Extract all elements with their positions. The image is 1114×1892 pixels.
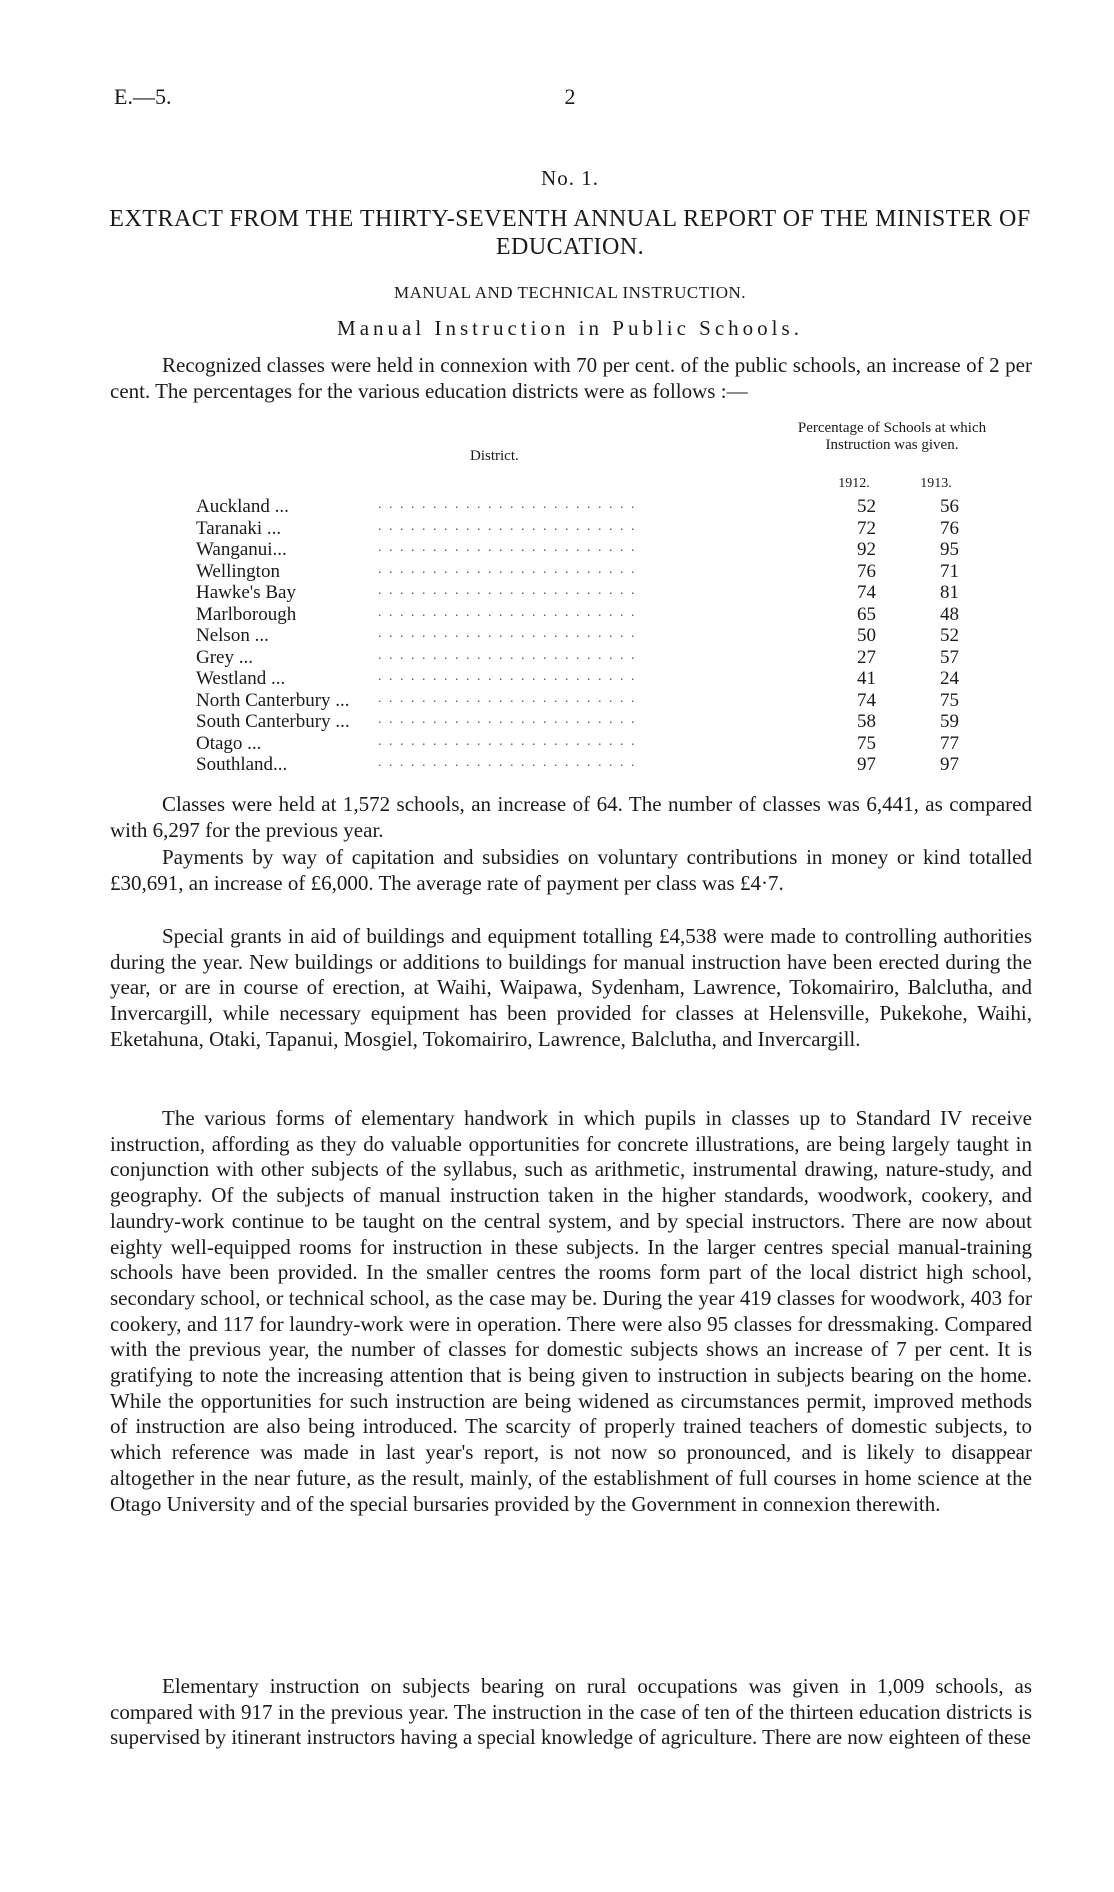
leader-dots: . . . . . . . . . . . . . . . . . . . . . . . . <box>378 561 637 577</box>
value-1913: 57 <box>940 646 959 668</box>
value-1912: 65 <box>857 603 876 625</box>
value-1913: 97 <box>940 754 959 775</box>
leader-dots: . . . . . . . . . . . . . . . . . . . . . . . . <box>378 755 637 770</box>
value-1912: 97 <box>857 754 876 775</box>
table-header-year-1912: 1912. <box>838 476 870 491</box>
district-name: Taranaki ... <box>196 517 282 539</box>
table-row <box>196 582 976 604</box>
table-row <box>196 690 976 712</box>
table-header-percentage: Percentage of Schools at which Instruction was given. <box>797 420 987 453</box>
value-1912: 92 <box>857 539 876 560</box>
value-1912: 52 <box>857 496 876 517</box>
value-1912: 74 <box>857 582 876 603</box>
table-row <box>196 518 976 540</box>
leader-dots: . . . . . . . . . . . . . . . . . . . . . . . . <box>378 518 637 534</box>
value-1913: 24 <box>940 668 959 689</box>
value-1913: 81 <box>940 582 959 603</box>
intro-paragraph: Recognized classes were held in connexion with 70 per cent. of the public schools, an increase of 2 per cent. The percentages for the various education districts were as follows :— <box>110 353 1032 403</box>
table-row <box>196 733 976 755</box>
page-title: EXTRACT FROM THE THIRTY-SEVENTH ANNUAL REPORT OF THE MINISTER OF EDUCATION. <box>109 206 1031 260</box>
district-name: Grey ... <box>196 646 253 668</box>
table-row <box>196 604 976 626</box>
table-row <box>196 711 976 733</box>
percentage-table <box>196 496 976 776</box>
page-number: 2 <box>564 84 576 109</box>
extract-number: No. 1. <box>541 166 599 190</box>
value-1912: 41 <box>857 668 876 689</box>
body-paragraph-rural: Elementary instruction on subjects bearing on rural occupations was given in 1,009 schools, as compared with 917 in the previous year. The instruction in the case of ten of the thirteen education districts is supervised by itinerant instructors having a special knowledge of agriculture. There are now eighteen of these <box>110 1674 1032 1750</box>
value-1913: 76 <box>940 517 959 539</box>
table-row <box>196 496 976 518</box>
district-name: Westland ... <box>196 668 286 689</box>
subsection-heading: Manual Instruction in Public Schools. <box>337 316 803 340</box>
district-name: Marlborough <box>196 603 297 625</box>
value-1913: 77 <box>940 732 959 754</box>
leader-dots: . . . . . . . . . . . . . . . . . . . . . . . . <box>378 712 637 727</box>
leader-dots: . . . . . . . . . . . . . . . . . . . . . . . . <box>378 583 637 598</box>
value-1912: 27 <box>857 646 876 668</box>
leader-dots: . . . . . . . . . . . . . . . . . . . . . . . . <box>378 497 637 512</box>
body-paragraph-handwork: The various forms of elementary handwork in which pupils in classes up to Standard IV receive instruction, affording as they do valuable opportunities for concrete illustrations, are being largely taught in conjunction with other subjects of the syllabus, such as arithmetic, instrumental drawing, nature-study, and geography. Of the subjects of manual instruction taken in the higher standards, woodwork, cookery, and laundry-work continue to be taught on the central system, and by special instructors. There are now about eighty well-equipped rooms for instruction in these subjects. In the larger centres special manual-training schools have been provided. In the smaller centres the rooms form part of the local district high school, secondary school, or technical school, as the case may be. During the year 419 classes for woodwork, 403 for cookery, and 117 for laundry-work were in operation. There were also 95 classes for dressmaking. Compared with the previous year, the number of classes for domestic subjects shows an increase of 7 per cent. It is gratifying to note the increasing attention that is being given to instruction in subjects bearing on the home. While the opportunities for such instruction are being widened as circumstances permit, improved methods of instruction are also being introduced. The scarcity of properly trained teachers of domestic subjects, to which reference was made in last year's report, is not now so pronounced, and is likely to disappear altogether in the near future, as the result, mainly, of the establishment of full courses in home science at the Otago University and of the special bursaries provided by the Government in connexion therewith. <box>110 1106 1032 1516</box>
district-name: Wellington <box>196 560 280 582</box>
table-row <box>196 647 976 669</box>
district-name: Auckland ... <box>196 496 289 517</box>
value-1913: 75 <box>940 689 959 711</box>
leader-dots: . . . . . . . . . . . . . . . . . . . . . . . . <box>378 604 637 620</box>
section-heading: MANUAL AND TECHNICAL INSTRUCTION. <box>393 283 747 302</box>
district-name: Wanganui... <box>196 539 287 560</box>
leader-dots: . . . . . . . . . . . . . . . . . . . . . . . . <box>378 540 637 555</box>
district-name: Hawke's Bay <box>196 582 296 603</box>
value-1912: 72 <box>857 517 876 539</box>
value-1912: 74 <box>857 689 876 711</box>
table-row <box>196 625 976 647</box>
leader-dots: . . . . . . . . . . . . . . . . . . . . . . . . <box>378 669 637 684</box>
district-name: Southland... <box>196 754 288 775</box>
document-reference: E.—5. <box>114 84 172 109</box>
body-paragraph-payments: Payments by way of capitation and subsidies on voluntary contributions in money or kind totalled £30,691, an increase of £6,000. The average rate of payment per class was £4·7. <box>110 845 1032 895</box>
body-paragraph-grants: Special grants in aid of buildings and equipment totalling £4,538 were made to controlling authorities during the year. New buildings or additions to buildings for manual instruction have been erected during the year, or are in course of erection, at Waihi, Waipawa, Sydenham, Lawrence, Tokomairiro, Balclutha, and Invercargill, while necessary equipment has been provided for classes at Helensville, Pukekohe, Waihi, Eketahuna, Otaki, Tapanui, Mosgiel, Tokomairiro, Lawrence, Balclutha, and Invercargill. <box>110 924 1032 1051</box>
district-name: North Canterbury ... <box>196 689 350 711</box>
table-header-year-1913: 1913. <box>920 476 952 491</box>
body-paragraph-classes: Classes were held at 1,572 schools, an increase of 64. The number of classes was 6,441, as compared with 6,297 for the previous year. <box>110 792 1032 842</box>
table-row <box>196 668 976 690</box>
district-name: Otago ... <box>196 732 262 754</box>
leader-dots: . . . . . . . . . . . . . . . . . . . . . . . . <box>378 626 637 641</box>
value-1913: 59 <box>940 711 959 732</box>
value-1912: 75 <box>857 732 876 754</box>
leader-dots: . . . . . . . . . . . . . . . . . . . . . . . . <box>378 733 637 749</box>
district-name: Nelson ... <box>196 625 269 646</box>
value-1913: 71 <box>940 560 959 582</box>
value-1912: 50 <box>857 625 876 646</box>
value-1912: 76 <box>857 560 876 582</box>
value-1913: 52 <box>940 625 959 646</box>
value-1913: 95 <box>940 539 959 560</box>
leader-dots: . . . . . . . . . . . . . . . . . . . . . . . . <box>378 647 637 663</box>
district-name: South Canterbury ... <box>196 711 350 732</box>
table-row <box>196 561 976 583</box>
table-row <box>196 754 976 776</box>
table-row <box>196 539 976 561</box>
value-1912: 58 <box>857 711 876 732</box>
table-header-district: District. <box>470 448 519 464</box>
leader-dots: . . . . . . . . . . . . . . . . . . . . . . . . <box>378 690 637 706</box>
value-1913: 56 <box>940 496 959 517</box>
value-1913: 48 <box>940 603 959 625</box>
